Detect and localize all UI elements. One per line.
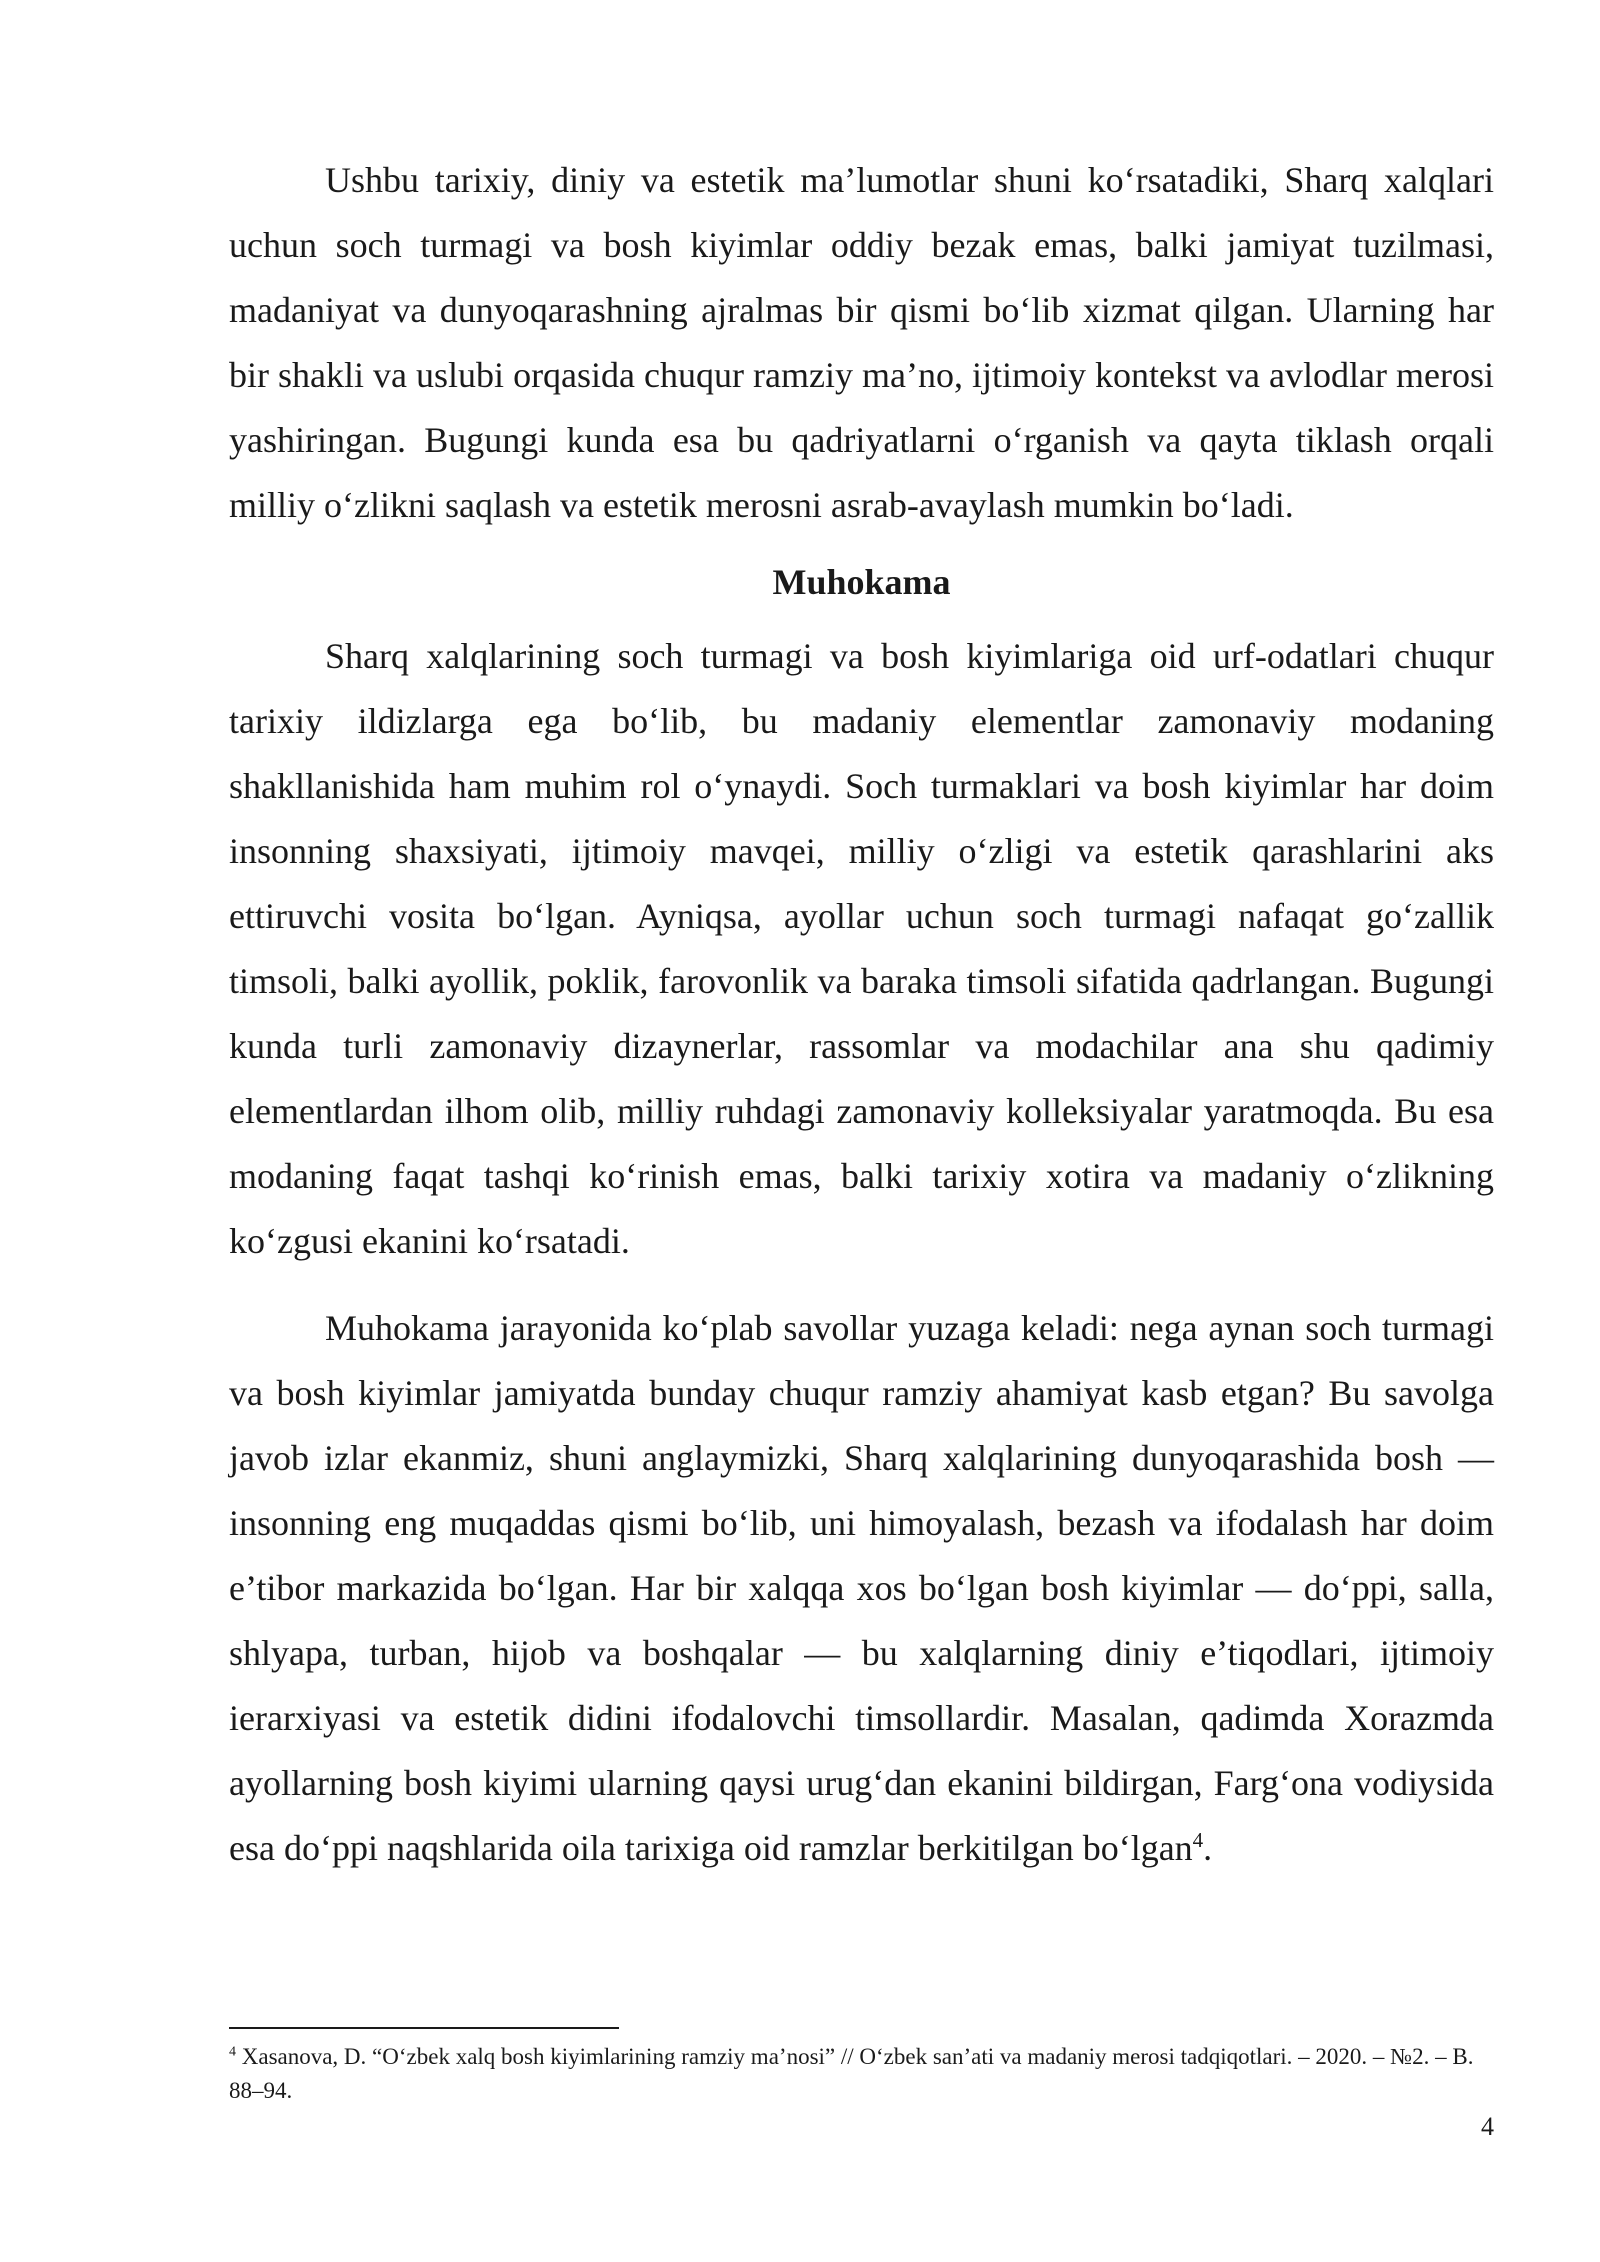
paragraph-discussion-2-text: Muhokama jarayonida ko‘plab savollar yuzaga keladi: nega aynan soch turmagi va bosh kiyimlar jamiyatda bunday chuqur ramziy ahamiyat kasb etgan? Bu savolga javob izlar ekanmiz, shuni anglaymizki, Sharq xalqlarining dunyoqarashida bosh — insonning eng muqaddas qismi bo‘lib, uni himoyalash, bezash va ifodalash har doim e’tibor markazida bo‘lgan. Har bir xalqqa xos bo‘lgan bosh kiyimlar — do‘ppi, salla, shlyapa, turban, hijob va boshqalar — bu xalqlarning diniy e’tiqodlari, ijtimoiy ierarxiyasi va estetik didini ifodalovchi timsollardir. Masalan, qadimda Xorazmda ayollarning bosh kiyimi ularning qaysi urug‘dan ekanini bildirgan, Farg‘ona vodiysida esa do‘ppi naqshlarida oila tarixiga oid ramzlar berkitilgan bo‘lgan — [229, 1308, 1494, 1868]
section-heading: Muhokama — [772, 562, 951, 602]
footnote-marker: 4 — [229, 2044, 236, 2060]
paragraph-intro-summary: Ushbu tarixiy, diniy va estetik ma’lumotlar shuni ko‘rsatadiki, Sharq xalqlari uchun soch turmagi va bosh kiyimlar oddiy bezak emas, balki jamiyat tuzilmasi, madaniyat va dunyoqarashning ajralmas bir qismi bo‘lib xizmat qilgan. Ularning har bir shakli va uslubi orqasida chuqur ramziy ma’no, ijtimoiy kontekst va avlodlar merosi yashiringan. Bugungi kunda esa bu qadriyatlarni o‘rganish va qayta tiklash orqali milliy o‘zlikni saqlash va estetik merosni asrab-avaylash mumkin bo‘ladi. — [229, 160, 1494, 525]
paragraph-discussion-2 — [229, 1296, 1494, 1881]
footnote-separator — [229, 2027, 619, 2029]
footnote-reference[interactable]: 4 — [1192, 1828, 1204, 1852]
footnote — [229, 2040, 1494, 2108]
paragraph-discussion-1: Sharq xalqlarining soch turmagi va bosh kiyimlariga oid urf-odatlari chuqur tarixiy ildizlarga ega bo‘lib, bu madaniy elementlar zamonaviy modaning shakllanishida ham muhim rol o‘ynaydi. Soch turmaklari va bosh kiyimlar har doim insonning shaxsiyati, ijtimoiy mavqei, milliy o‘zligi va estetik qarashlarini aks ettiruvchi vosita bo‘lgan. Ayniqsa, ayollar uchun soch turmagi nafaqat go‘zallik timsoli, balki ayollik, poklik, farovonlik va baraka timsoli sifatida qadrlangan. Bugungi kunda turli zamonaviy dizaynerlar, rassomlar va modachilar ana shu qadimiy elementlardan ilhom olib, milliy ruhdagi zamonaviy kolleksiyalar yaratmoqda. Bu esa modaning faqat tashqi ko‘rinish emas, balki tarixiy xotira va madaniy o‘zlikning ko‘zgusi ekanini ko‘rsatadi. — [229, 636, 1494, 1261]
page-body — [229, 148, 1494, 1881]
paragraph-discussion-2-end: . — [1203, 1828, 1213, 1868]
page-number: 4 — [1481, 2112, 1494, 2141]
footnote-text: Xasanova, D. “O‘zbek xalq bosh kiyimlarining ramziy ma’nosi” // O‘zbek san’ati va madaniy merosi tadqiqotlari. – 2020. – №2. – B. 88–94. — [229, 2044, 1474, 2103]
